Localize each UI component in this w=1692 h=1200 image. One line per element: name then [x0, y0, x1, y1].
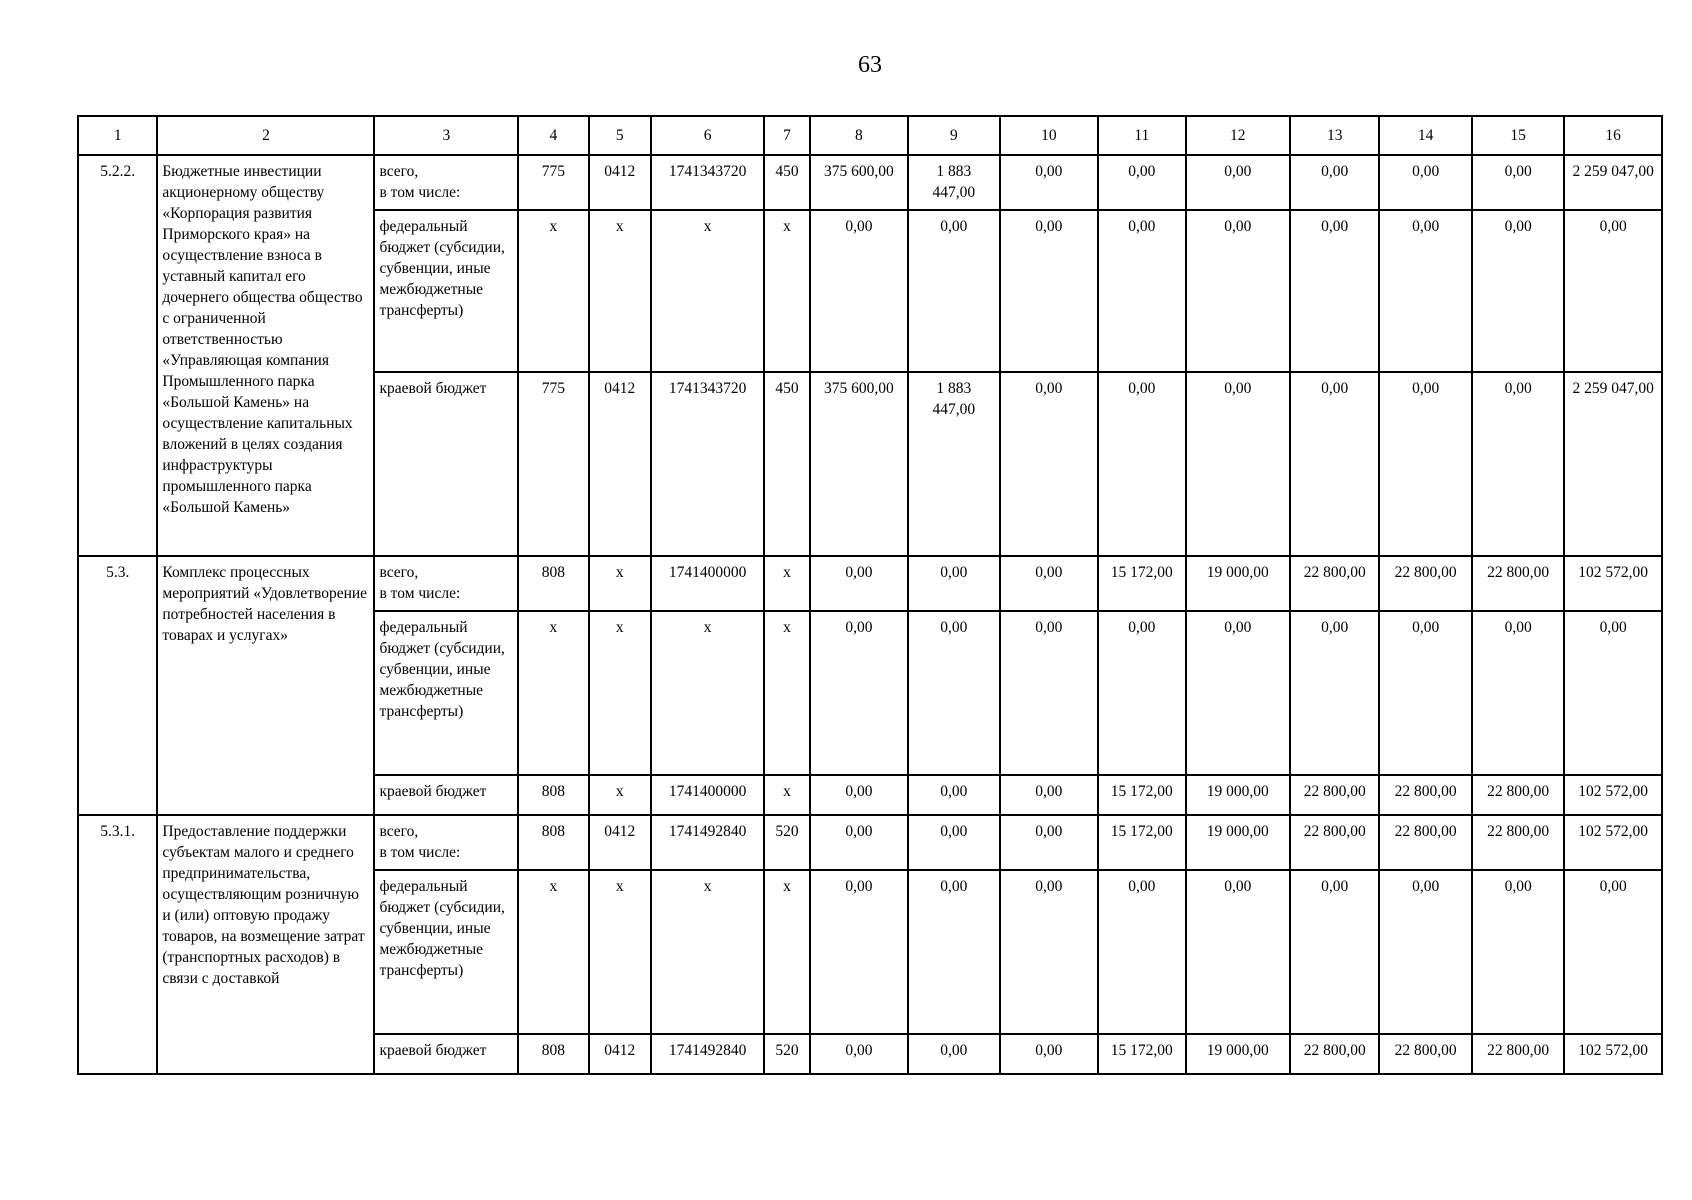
value-cell-c6: 1741400000 [651, 556, 765, 611]
value-cell-c11: 15 172,00 [1098, 775, 1185, 815]
value-cell-c12: 19 000,00 [1186, 1034, 1291, 1074]
value-cell-c6: x [651, 870, 765, 1034]
col-header: 3 [374, 116, 518, 155]
value-cell-c15: 22 800,00 [1472, 815, 1564, 870]
value-cell-c8: 0,00 [810, 556, 908, 611]
value-cell-c11: 15 172,00 [1098, 815, 1185, 870]
value-cell-c12: 0,00 [1186, 155, 1291, 210]
value-cell-c14: 0,00 [1379, 210, 1471, 372]
value-cell-c14: 22 800,00 [1379, 556, 1471, 611]
value-cell-c4: 775 [518, 372, 588, 556]
value-cell-c13: 22 800,00 [1290, 556, 1379, 611]
value-cell-c11: 15 172,00 [1098, 556, 1185, 611]
value-cell-c6: 1741400000 [651, 775, 765, 815]
value-cell-c16: 0,00 [1564, 870, 1662, 1034]
value-cell-c11: 15 172,00 [1098, 1034, 1185, 1074]
col-header: 11 [1098, 116, 1185, 155]
item-name-cell: Комплекс процессных мероприятий «Удовлетворение потребностей населения в товарах и услугах» [157, 556, 374, 815]
value-cell-c4: 775 [518, 155, 588, 210]
value-cell-c16: 102 572,00 [1564, 1034, 1662, 1074]
value-cell-c6: x [651, 611, 765, 775]
col-header: 16 [1564, 116, 1662, 155]
value-cell-c15: 0,00 [1472, 870, 1564, 1034]
value-cell-c15: 0,00 [1472, 372, 1564, 556]
col-header: 5 [589, 116, 651, 155]
header-row [78, 116, 1662, 155]
value-cell-c5: x [589, 775, 651, 815]
value-cell-c12: 0,00 [1186, 870, 1291, 1034]
value-cell-c10: 0,00 [1000, 372, 1098, 556]
value-cell-c9: 0,00 [908, 775, 999, 815]
funding-source-cell: всего, в том числе: [374, 155, 518, 210]
value-cell-c15: 0,00 [1472, 155, 1564, 210]
table-row [78, 556, 1662, 611]
value-cell-c4: 808 [518, 775, 588, 815]
value-cell-c11: 0,00 [1098, 155, 1185, 210]
item-number-cell: 5.3. [78, 556, 157, 815]
value-cell-c13: 0,00 [1290, 372, 1379, 556]
funding-source-cell: всего, в том числе: [374, 556, 518, 611]
value-cell-c9: 0,00 [908, 611, 999, 775]
value-cell-c10: 0,00 [1000, 556, 1098, 611]
value-cell-c5: 0412 [589, 155, 651, 210]
value-cell-c16: 102 572,00 [1564, 815, 1662, 870]
value-cell-c9: 0,00 [908, 556, 999, 611]
value-cell-c16: 102 572,00 [1564, 556, 1662, 611]
value-cell-c5: 0412 [589, 372, 651, 556]
value-cell-c6: x [651, 210, 765, 372]
value-cell-c13: 0,00 [1290, 210, 1379, 372]
value-cell-c8: 0,00 [810, 775, 908, 815]
value-cell-c7: x [764, 775, 809, 815]
item-name-cell: Предоставление поддержки субъектам малого и среднего предпринимательства, осуществляющим розничную и (или) оптовую продажу товаров, на возмещение затрат (транспортных расходов) в связи с доставкой [157, 815, 374, 1074]
value-cell-c4: 808 [518, 556, 588, 611]
value-cell-c8: 0,00 [810, 870, 908, 1034]
col-header: 8 [810, 116, 908, 155]
col-header: 14 [1379, 116, 1471, 155]
value-cell-c8: 0,00 [810, 210, 908, 372]
value-cell-c10: 0,00 [1000, 870, 1098, 1034]
col-header: 1 [78, 116, 157, 155]
value-cell-c5: 0412 [589, 815, 651, 870]
value-cell-c15: 22 800,00 [1472, 556, 1564, 611]
value-cell-c11: 0,00 [1098, 611, 1185, 775]
value-cell-c15: 22 800,00 [1472, 1034, 1564, 1074]
item-number-cell: 5.3.1. [78, 815, 157, 1074]
value-cell-c10: 0,00 [1000, 815, 1098, 870]
col-header: 6 [651, 116, 765, 155]
value-cell-c13: 0,00 [1290, 155, 1379, 210]
value-cell-c11: 0,00 [1098, 870, 1185, 1034]
funding-source-cell: федеральный бюджет (субсидии, субвенции, иные межбюджетные трансферты) [374, 870, 518, 1034]
value-cell-c5: x [589, 611, 651, 775]
value-cell-c13: 0,00 [1290, 870, 1379, 1034]
value-cell-c8: 375 600,00 [810, 155, 908, 210]
value-cell-c14: 22 800,00 [1379, 775, 1471, 815]
value-cell-c14: 22 800,00 [1379, 815, 1471, 870]
col-header: 10 [1000, 116, 1098, 155]
item-number-cell: 5.2.2. [78, 155, 157, 556]
budget-table [77, 115, 1663, 1075]
value-cell-c7: x [764, 870, 809, 1034]
value-cell-c9: 1 883 447,00 [908, 372, 999, 556]
value-cell-c11: 0,00 [1098, 210, 1185, 372]
value-cell-c12: 19 000,00 [1186, 556, 1291, 611]
value-cell-c12: 19 000,00 [1186, 775, 1291, 815]
col-header: 7 [764, 116, 809, 155]
value-cell-c12: 19 000,00 [1186, 815, 1291, 870]
value-cell-c6: 1741343720 [651, 155, 765, 210]
funding-source-cell: всего, в том числе: [374, 815, 518, 870]
col-header: 12 [1186, 116, 1291, 155]
value-cell-c14: 0,00 [1379, 155, 1471, 210]
value-cell-c7: x [764, 556, 809, 611]
value-cell-c14: 0,00 [1379, 870, 1471, 1034]
value-cell-c12: 0,00 [1186, 210, 1291, 372]
value-cell-c16: 2 259 047,00 [1564, 372, 1662, 556]
value-cell-c15: 0,00 [1472, 210, 1564, 372]
value-cell-c15: 0,00 [1472, 611, 1564, 775]
value-cell-c10: 0,00 [1000, 1034, 1098, 1074]
value-cell-c7: 450 [764, 155, 809, 210]
value-cell-c9: 0,00 [908, 210, 999, 372]
value-cell-c16: 2 259 047,00 [1564, 155, 1662, 210]
col-header: 13 [1290, 116, 1379, 155]
value-cell-c8: 0,00 [810, 611, 908, 775]
value-cell-c4: x [518, 870, 588, 1034]
value-cell-c7: x [764, 210, 809, 372]
value-cell-c6: 1741343720 [651, 372, 765, 556]
value-cell-c7: 450 [764, 372, 809, 556]
value-cell-c15: 22 800,00 [1472, 775, 1564, 815]
table-row [78, 155, 1662, 210]
item-name-cell: Бюджетные инвестиции акционерному обществу «Корпорация развития Приморского края» на осуществление взноса в уставный капитал его дочернего общества общество с ограниченной ответственностью «Управляющая компания Промышленного парка «Большой Камень» на осуществление капитальных вложений в целях создания инфраструктуры промышленного парка «Большой Камень» [157, 155, 374, 556]
col-header: 9 [908, 116, 999, 155]
value-cell-c9: 1 883 447,00 [908, 155, 999, 210]
value-cell-c10: 0,00 [1000, 611, 1098, 775]
value-cell-c5: x [589, 870, 651, 1034]
value-cell-c9: 0,00 [908, 815, 999, 870]
col-header: 4 [518, 116, 588, 155]
value-cell-c4: x [518, 210, 588, 372]
value-cell-c9: 0,00 [908, 1034, 999, 1074]
value-cell-c13: 22 800,00 [1290, 1034, 1379, 1074]
value-cell-c11: 0,00 [1098, 372, 1185, 556]
value-cell-c14: 0,00 [1379, 611, 1471, 775]
value-cell-c5: x [589, 210, 651, 372]
funding-source-cell: краевой бюджет [374, 775, 518, 815]
value-cell-c6: 1741492840 [651, 815, 765, 870]
value-cell-c8: 375 600,00 [810, 372, 908, 556]
value-cell-c13: 0,00 [1290, 611, 1379, 775]
value-cell-c8: 0,00 [810, 1034, 908, 1074]
value-cell-c7: 520 [764, 1034, 809, 1074]
value-cell-c12: 0,00 [1186, 372, 1291, 556]
value-cell-c16: 0,00 [1564, 611, 1662, 775]
value-cell-c16: 0,00 [1564, 210, 1662, 372]
value-cell-c16: 102 572,00 [1564, 775, 1662, 815]
value-cell-c8: 0,00 [810, 815, 908, 870]
value-cell-c10: 0,00 [1000, 155, 1098, 210]
table-row [78, 815, 1662, 870]
col-header: 2 [157, 116, 374, 155]
value-cell-c14: 22 800,00 [1379, 1034, 1471, 1074]
value-cell-c10: 0,00 [1000, 210, 1098, 372]
value-cell-c14: 0,00 [1379, 372, 1471, 556]
page-number: 63 [858, 52, 882, 78]
value-cell-c13: 22 800,00 [1290, 775, 1379, 815]
funding-source-cell: федеральный бюджет (субсидии, субвенции, иные межбюджетные трансферты) [374, 611, 518, 775]
value-cell-c4: x [518, 611, 588, 775]
value-cell-c12: 0,00 [1186, 611, 1291, 775]
value-cell-c7: 520 [764, 815, 809, 870]
value-cell-c5: 0412 [589, 1034, 651, 1074]
funding-source-cell: краевой бюджет [374, 1034, 518, 1074]
value-cell-c9: 0,00 [908, 870, 999, 1034]
value-cell-c6: 1741492840 [651, 1034, 765, 1074]
value-cell-c10: 0,00 [1000, 775, 1098, 815]
funding-source-cell: федеральный бюджет (субсидии, субвенции, иные межбюджетные трансферты) [374, 210, 518, 372]
value-cell-c7: x [764, 611, 809, 775]
value-cell-c13: 22 800,00 [1290, 815, 1379, 870]
value-cell-c4: 808 [518, 1034, 588, 1074]
value-cell-c5: x [589, 556, 651, 611]
col-header: 15 [1472, 116, 1564, 155]
value-cell-c4: 808 [518, 815, 588, 870]
funding-source-cell: краевой бюджет [374, 372, 518, 556]
